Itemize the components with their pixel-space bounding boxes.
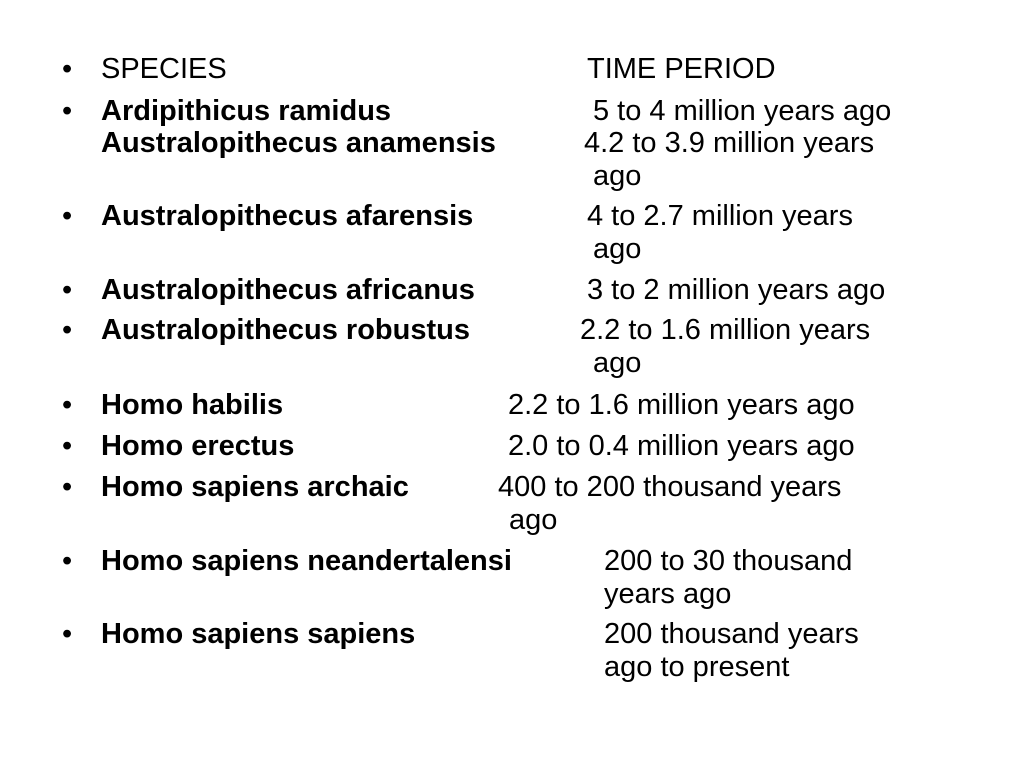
- species-header: SPECIES: [101, 53, 227, 85]
- time-period: 5 to 4 million years ago: [593, 95, 892, 127]
- bullet: •: [62, 430, 73, 462]
- time-period: 200 to 30 thousand: [604, 545, 853, 577]
- species-name: Homo sapiens archaic: [101, 471, 409, 503]
- time-period-continuation: ago: [593, 233, 642, 265]
- bullet: •: [62, 545, 73, 577]
- time-period-continuation: ago: [593, 160, 642, 192]
- bullet: •: [62, 53, 73, 85]
- species-name: Homo habilis: [101, 389, 284, 421]
- bullet: •: [62, 274, 73, 306]
- bullet: •: [62, 95, 73, 127]
- species-name: Australopithecus africanus: [101, 274, 475, 306]
- time-period: 2.0 to 0.4 million years ago: [508, 430, 855, 462]
- species-name: Homo erectus: [101, 430, 295, 462]
- bullet: •: [62, 389, 73, 421]
- bullet: •: [62, 471, 73, 503]
- species-name: Australopithecus robustus: [101, 314, 470, 346]
- time-period: 3 to 2 million years ago: [587, 274, 886, 306]
- species-name: Homo sapiens sapiens: [101, 618, 416, 650]
- time-period: 2.2 to 1.6 million years: [580, 314, 871, 346]
- time-period-continuation: years ago: [604, 578, 732, 610]
- time-period-continuation: ago to present: [604, 651, 790, 683]
- species-name: Australopithecus afarensis: [101, 200, 474, 232]
- bullet: •: [62, 314, 73, 346]
- bullet: •: [62, 200, 73, 232]
- species-name: Australopithecus anamensis: [101, 127, 496, 159]
- time-period: 4 to 2.7 million years: [587, 200, 853, 232]
- time-period: 400 to 200 thousand years: [498, 471, 842, 503]
- time-period-continuation: ago: [509, 504, 558, 536]
- species-name: Ardipithicus ramidus: [101, 95, 392, 127]
- time-period: 200 thousand years: [604, 618, 859, 650]
- time-period: 4.2 to 3.9 million years: [584, 127, 875, 159]
- species-name: Homo sapiens neandertalensi: [101, 545, 512, 577]
- time-period-continuation: ago: [593, 347, 642, 379]
- time-period: 2.2 to 1.6 million years ago: [508, 389, 855, 421]
- bullet: •: [62, 618, 73, 650]
- time-period-header: TIME PERIOD: [587, 53, 776, 85]
